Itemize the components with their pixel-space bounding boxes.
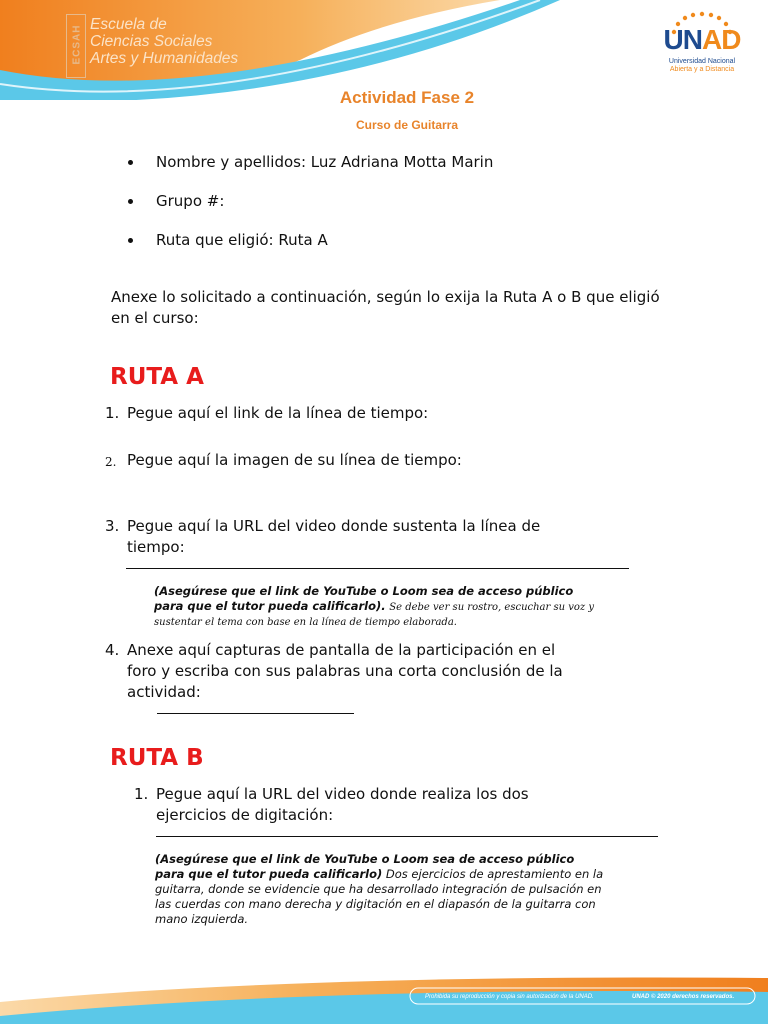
school-badge [66, 14, 86, 78]
school-badge-text: ECSAH [71, 24, 83, 65]
school-name [90, 16, 330, 67]
unad-name-line2: Abierta y a Distancia [669, 66, 735, 73]
bullet-name [130, 153, 493, 171]
intro-paragraph: Anexe lo solicitado a continuación, según lo exija la Ruta A o B que eligió en el curso: [111, 288, 660, 327]
ruta-b-heading: RUTA B [110, 745, 204, 771]
unad-wordmark: UNAD [663, 24, 741, 55]
ruta-a-item-2: 2. Pegue aquí la imagen de su línea de tiempo: [105, 451, 462, 469]
bullet-text: Ruta que eligió: Ruta A [156, 231, 328, 249]
header-band [0, 0, 768, 100]
school-name-line3: Artes y Humanidades [90, 50, 239, 67]
ruta-a-item-4: 4. Anexe aquí capturas de pantalla de la participación en el foro y escriba con sus palabras una corta conclusión de la actividad: [105, 641, 563, 701]
footer-rights: UNAD © 2020 derechos reservados. [632, 994, 735, 1000]
ruta-a-url-line [126, 568, 629, 569]
ruta-a-item-1: 1. Pegue aquí el link de la línea de tiempo: [105, 404, 429, 422]
document-title: Actividad Fase 2 [339, 88, 475, 107]
ruta-a-item-3: 3. Pegue aquí la URL del video donde sustenta la línea de tiempo: [105, 517, 541, 556]
ruta-b-note: (Asegúrese que el link de YouTube o Loom sea de acceso público para que el tutor pueda calificarlo) Dos ejercicios de aprestamiento en la guitarra, donde se evidencie que ha desarrollado integración de pulsación en las cuerdas con mano derecha y digitación en el diapasón de la guitarra con mano izquierda. [155, 852, 604, 926]
ruta-b-url-line [156, 836, 658, 837]
ruta-b-item-1: 1. Pegue aquí la URL del video donde realiza los dos ejercicios de digitación: [134, 785, 529, 824]
ruta-a-conclusion-line [157, 713, 354, 714]
bullet-route [130, 231, 328, 249]
bullet-text: Nombre y apellidos: Luz Adriana Motta Marin [156, 153, 494, 171]
unad-logo [660, 16, 744, 80]
document-subtitle: Curso de Guitarra [355, 118, 459, 132]
unad-name-line1: Universidad Nacional [668, 58, 736, 65]
bullet-text: Grupo #: [156, 192, 225, 210]
ruta-a-note: (Asegúrese que el link de YouTube o Loom sea de acceso público para que el tutor pueda calificarlo). Se debe ver su rostro, escuchar su voz y sustentar el tema con base en la línea de tiempo elaborada. [154, 584, 594, 628]
school-name-line2: Ciencias Sociales [90, 33, 213, 50]
ruta-a-heading: RUTA A [110, 364, 204, 390]
footer-copyright-notice: Prohibida su reproducción y copia sin autorización de la UNAD. [425, 994, 594, 1000]
bullet-group [130, 192, 224, 210]
school-name-line1: Escuela de [90, 16, 167, 33]
